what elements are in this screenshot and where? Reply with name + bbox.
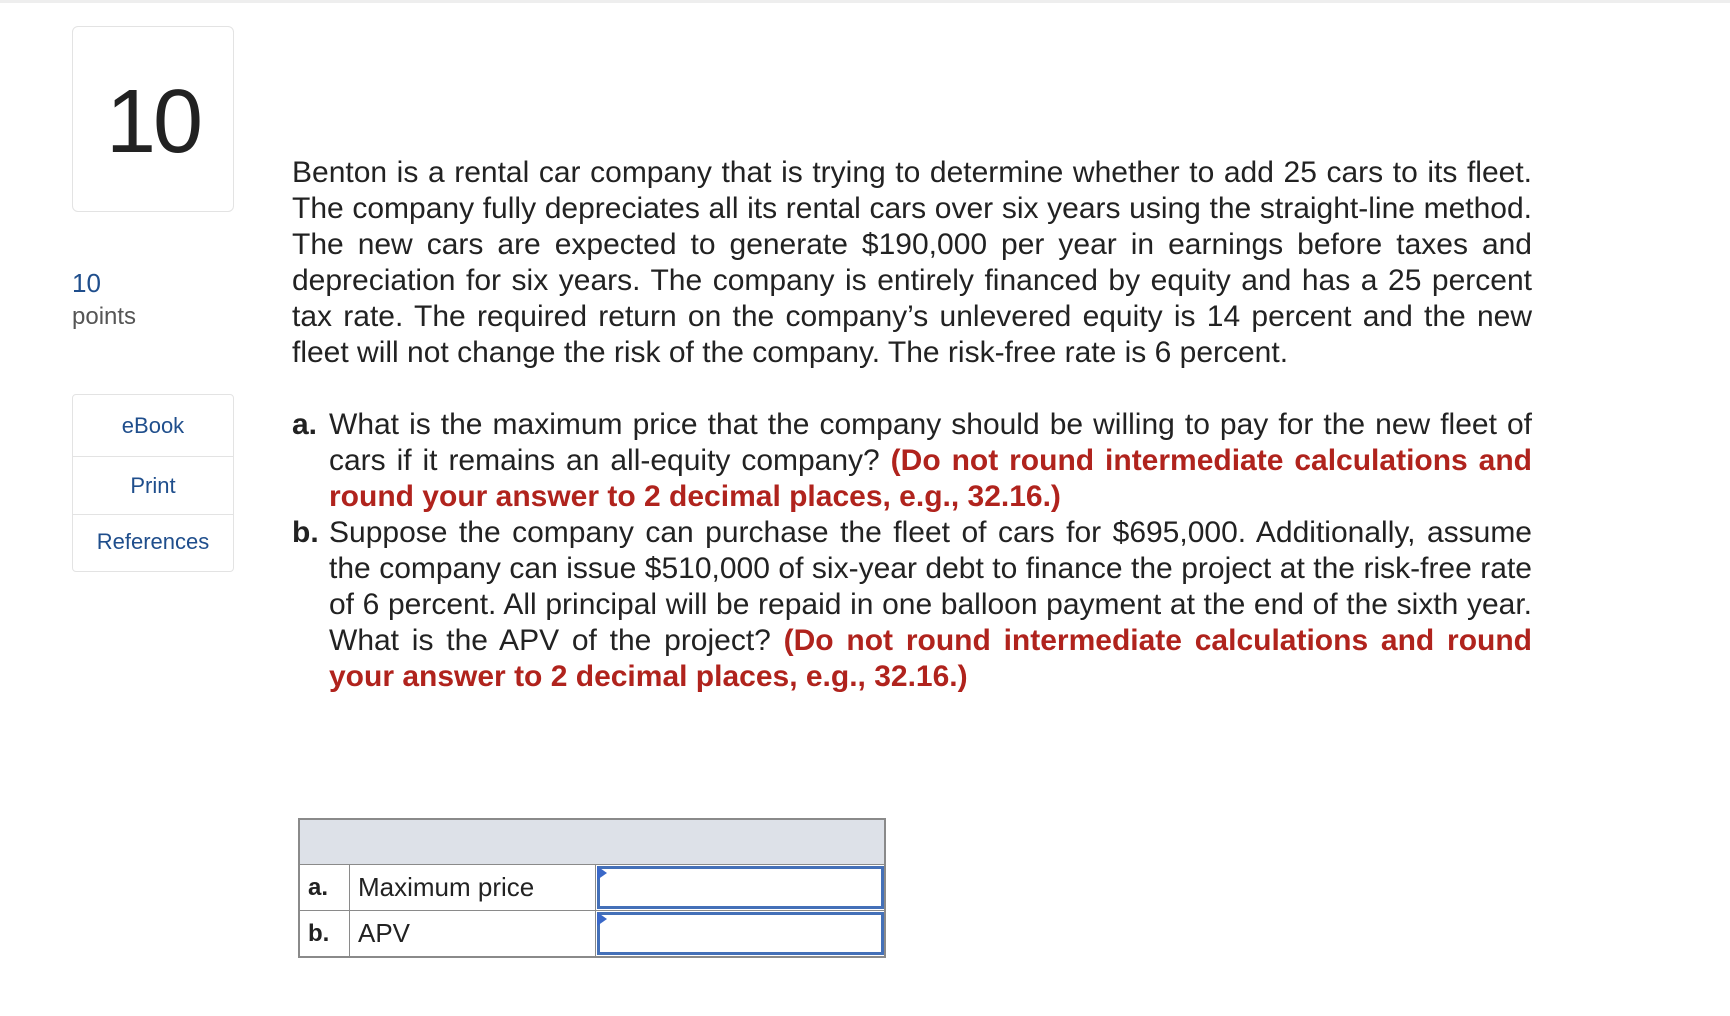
tools-divider	[73, 514, 233, 515]
row-letter: b.	[300, 911, 350, 956]
points-label: points	[72, 303, 137, 330]
references-link[interactable]: References	[96, 529, 210, 554]
input-marker-icon	[597, 912, 607, 926]
row-label: APV	[350, 911, 596, 956]
part-letter: b.	[292, 516, 319, 549]
part-letter: a.	[292, 408, 318, 441]
question-number-card	[72, 26, 234, 212]
part-text: Suppose the company can purchase the fleet of cars for $695,000. Additionally, assume the company can issue $510,000 of six-year debt to finance the project at the risk-free rate of 6 percent. All principal will be repaid in one balloon payment at the end of the sixth year. What is the APV of the project?	[329, 516, 1532, 657]
answer-row-apv	[300, 911, 884, 956]
rounding-instruction: (Do not round intermediate calculations and round your answer to 2 decimal places, e.g., 32.16.)	[329, 624, 1532, 693]
maximum-price-input[interactable]	[597, 866, 884, 909]
question-tools-panel	[72, 394, 234, 572]
answer-row-maximum-price	[300, 865, 884, 911]
question-part-b	[292, 515, 1532, 695]
question-number: 10	[105, 72, 201, 172]
points-value: 10	[72, 268, 101, 298]
row-label: Maximum price	[350, 865, 596, 910]
maximum-price-cell	[596, 865, 884, 910]
rounding-instruction: (Do not round intermediate calculations and round your answer to 2 decimal places, e.g., 32.16.)	[329, 444, 1532, 513]
top-divider	[0, 0, 1730, 3]
apv-cell	[596, 911, 884, 956]
tools-divider	[73, 456, 233, 457]
input-marker-icon	[597, 866, 607, 880]
row-letter: a.	[300, 865, 350, 910]
part-text: What is the maximum price that the company should be willing to pay for the new fleet of cars if it remains an all-equity company?	[329, 408, 1532, 477]
question-part-a	[292, 407, 1532, 515]
answer-table	[298, 818, 886, 958]
question-stem: Benton is a rental car company that is trying to determine whether to add 25 cars to its fleet. The company fully depreciates all its rental cars over six years using the straight-line method. The new cars are expected to generate $190,000 per year in earnings before taxes and depreciation for six years. The company is entirely financed by equity and has a 25 percent tax rate. The required return on the company’s unlevered equity is 14 percent and the new fleet will not change the risk of the company. The risk-free rate is 6 percent.	[292, 156, 1532, 369]
print-link[interactable]: Print	[130, 473, 176, 498]
answer-table-header	[300, 820, 884, 865]
question-body	[292, 155, 1532, 725]
ebook-link[interactable]: eBook	[121, 413, 185, 438]
question-parts	[292, 407, 1532, 695]
apv-input[interactable]	[597, 912, 884, 955]
